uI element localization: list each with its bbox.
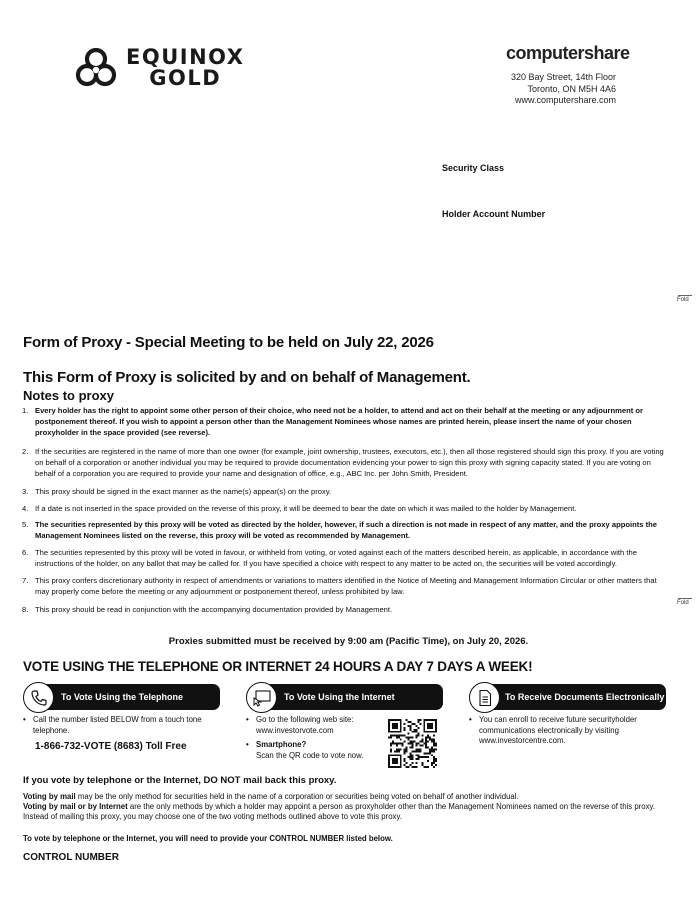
note-item <box>22 547 670 569</box>
note-text: This proxy should be signed in the exact manner as the name(s) appear(s) on the proxy. <box>35 487 332 496</box>
telephone-instruction-text: Call the number listed BELOW from a touch tone telephone. <box>33 715 202 735</box>
voting-by-mail-text: may be the only method for securities held in the name of a corporation or securities being voted on behalf of another individual. <box>75 792 519 801</box>
logo-line-2: GOLD <box>149 66 222 90</box>
fold-mark: Fold <box>677 297 689 303</box>
note-text: The securities represented by this proxy will be voted as directed by the holder, however, if such a direction is not made in respect of any matter, and the proxy appoints the Management Nominees listed on the reverse, this proxy will be voted as recommended by Management. <box>35 520 658 541</box>
solicitation-title: This Form of Proxy is solicited by and on behalf of Management. <box>23 369 471 386</box>
control-number-label: CONTROL NUMBER <box>23 852 119 863</box>
note-text: The securities represented by this proxy will be voted in favour, or withheld from voting, or voted against each of the matters described herein, as applicable, in accordance with the instructions of the holder, on any ballot that may be called for. If you have specified a choice with respect to any matter to be acted on, the securities will be voted accordingly. <box>35 548 637 569</box>
electronic-method-header <box>469 684 666 710</box>
voting-by-mail-paragraph <box>23 792 663 802</box>
toll-free-number: 1-866-732-VOTE (8683) Toll Free <box>35 741 187 752</box>
logo-line-1: EQUINOX <box>126 45 245 69</box>
internet-instruction-text: Go to the following web site: <box>256 715 354 724</box>
logo-wordmark <box>126 47 244 89</box>
fold-line <box>678 598 692 599</box>
electronic-instructions <box>469 715 664 747</box>
electronic-method-label: To Receive Documents Electronically <box>505 692 665 702</box>
computershare-logo <box>506 40 630 66</box>
bullet-dot: • <box>469 715 472 724</box>
note-text: If a date is not inserted in the space provided on the reverse of this proxy, it will be deemed to bear the date on which it was mailed to the holder by Management. <box>35 504 577 513</box>
bullet-dot: • <box>246 740 249 749</box>
fold-mark: Fold <box>677 600 689 606</box>
website-link[interactable]: www.computershare.com <box>514 95 616 105</box>
note-text: If the securities are registered in the name of more than one owner (for example, joint ownership, trustees, executors, etc.), then all those registered should sign this proxy. If you are voting on behalf of a corporation or another individual you may be required to provide documentation evidencing your power to sign this proxy with signing capacity stated. If you are voting on behalf of a corporation you are required to provide your name and designation of office, e.g., ABC Inc. per John Smith, President. <box>35 447 664 479</box>
note-number: 6. <box>22 548 29 557</box>
equinox-gold-logo <box>74 46 244 90</box>
fold-line <box>678 295 692 296</box>
note-number: 7. <box>22 576 29 585</box>
notes-heading: Notes to proxy <box>23 388 115 403</box>
note-text: Every holder has the right to appoint some other person of their choice, who need not be a holder, to attend and act on their behalf at the meeting or any adjournment or postponement thereof. If you wish to appoint a person other than the Management Nominees whose names are printed herein, please insert the name of your chosen proxyholder in the space provided (see reverse). <box>35 406 643 438</box>
note-item <box>22 446 670 480</box>
telephone-instructions <box>23 715 213 753</box>
note-number: 1. <box>22 406 29 415</box>
address-line: 320 Bay Street, 14th Floor <box>510 72 616 82</box>
note-item <box>22 575 670 597</box>
address-line: Toronto, ON M5H 4A6 <box>527 83 616 94</box>
security-class-label: Security Class <box>442 163 505 173</box>
voting-by-mail-lead: Voting by mail <box>23 792 76 801</box>
note-number: 5. <box>22 520 29 529</box>
note-item <box>22 486 670 497</box>
smartphone-title: Smartphone? <box>256 740 307 749</box>
investorvote-link[interactable]: www.investorvote.com <box>256 725 334 735</box>
note-item <box>22 503 670 514</box>
internet-method-header <box>246 684 443 710</box>
document-icon <box>469 682 500 713</box>
form-title: Form of Proxy - Special Meeting to be held on July 22, 2026 <box>23 334 434 351</box>
telephone-method-header <box>23 684 220 710</box>
voting-mail-internet-paragraph <box>23 802 663 822</box>
internet-cursor-icon <box>246 682 277 713</box>
bullet-dot: • <box>246 715 249 724</box>
telephone-icon <box>23 682 54 713</box>
voting-mail-internet-text: are the only methods by which a holder may appoint a person as proxyholder other than the Management Nominees named on the reverse of this proxy. Instead of mailing this proxy, you may choose one of the two voting methods outlined above to vote this proxy. <box>23 802 656 821</box>
equinox-knot-icon <box>74 46 118 90</box>
telephone-method-label: To Vote Using the Telephone <box>61 692 184 702</box>
bullet-dot: • <box>23 715 26 724</box>
voting-mail-internet-lead: Voting by mail or by Internet <box>23 802 128 811</box>
do-not-mail-notice: If you vote by telephone or the Internet, DO NOT mail back this proxy. <box>23 775 337 786</box>
internet-instructions <box>246 715 386 761</box>
note-text: This proxy confers discretionary authority in respect of amendments or variations to matters identified in the Notice of Meeting and Management Information Circular or other matters that may properly come before the meeting or any adjournment or postponement thereof, unless prohibited by law. <box>35 576 657 597</box>
electronic-instruction-text: You can enroll to receive future securityholder communications electronically by visiting www.investorcentre.com. <box>479 715 637 745</box>
submission-deadline: Proxies submitted must be received by 9:00 am (Pacific Time), on July 20, 2026. <box>168 636 529 647</box>
note-item <box>22 519 670 541</box>
note-text: This proxy should be read in conjunction with the accompanying documentation provided by Management. <box>35 605 393 614</box>
qr-code[interactable] <box>388 719 437 768</box>
computershare-wordmark: computershare <box>506 42 630 63</box>
note-item <box>22 604 670 615</box>
agent-address <box>511 72 616 107</box>
holder-account-label: Holder Account Number <box>442 209 546 219</box>
control-number-note: To vote by telephone or the Internet, you will need to provide your CONTROL NUMBER listed below. <box>23 834 393 843</box>
note-number: 8. <box>22 605 29 614</box>
note-number: 4. <box>22 504 29 513</box>
note-item <box>22 405 670 439</box>
internet-method-label: To Vote Using the Internet <box>284 692 395 702</box>
vote-heading: VOTE USING THE TELEPHONE OR INTERNET 24 HOURS A DAY 7 DAYS A WEEK! <box>23 659 533 674</box>
voting-method-paragraphs <box>23 792 663 822</box>
note-number: 2. <box>22 447 29 456</box>
note-number: 3. <box>22 487 29 496</box>
qr-instruction-text: Scan the QR code to vote now. <box>256 750 364 760</box>
